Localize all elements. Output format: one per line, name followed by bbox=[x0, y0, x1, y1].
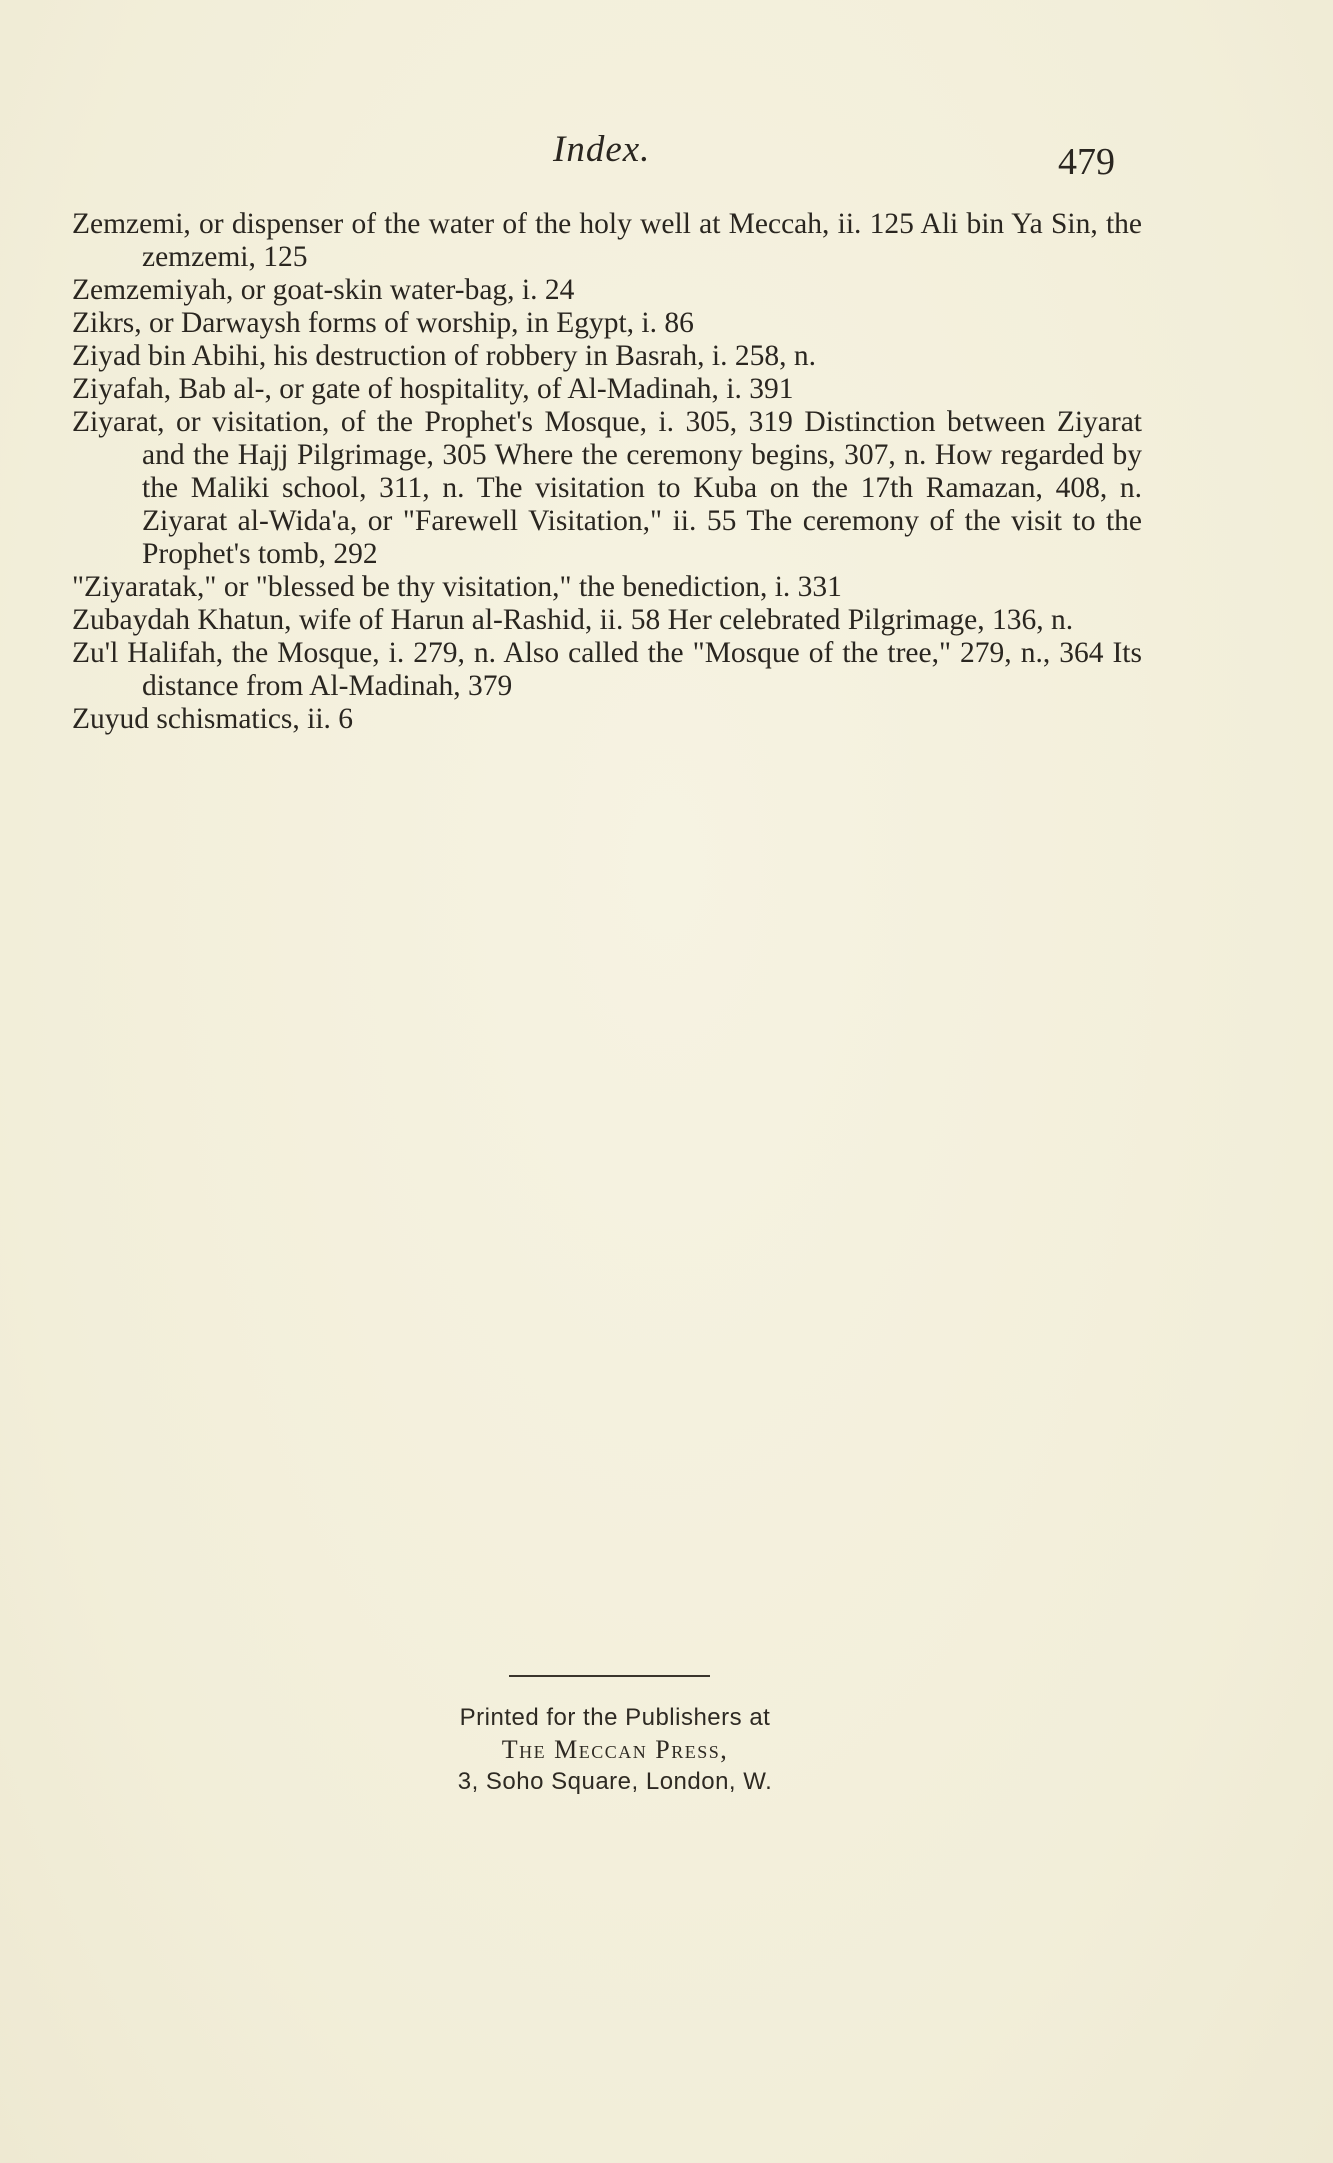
page-number: 479 bbox=[1058, 141, 1115, 183]
index-entries bbox=[72, 208, 1142, 736]
imprint-press-name: The Meccan Press, bbox=[501, 1735, 729, 1764]
index-entry: Ziyad bin Abihi, his destruction of robbery in Basrah, i. 258, n. bbox=[72, 340, 816, 372]
divider-rule bbox=[509, 1675, 710, 1677]
index-entry: Zikrs, or Darwaysh forms of worship, in Egypt, i. 86 bbox=[72, 307, 694, 339]
index-entry: "Ziyaratak," or "blessed be thy visitation," the benediction, i. 331 bbox=[72, 571, 842, 603]
index-entry: Ziyafah, Bab al-, or gate of hospitality, of Al-Madinah, i. 391 bbox=[72, 373, 794, 405]
printer-imprint bbox=[400, 1702, 830, 1798]
imprint-line: Printed for the Publishers at bbox=[459, 1704, 771, 1731]
imprint-address: 3, Soho Square, London, W. bbox=[457, 1768, 773, 1795]
index-entry: Zubaydah Khatun, wife of Harun al-Rashid, ii. 58 Her celebrated Pilgrimage, 136, n. bbox=[72, 604, 1074, 636]
running-header-title: Index. bbox=[553, 129, 651, 170]
index-entry: Zemzemi, or dispenser of the water of the holy well at Meccah, ii. 125 Ali bin Ya Sin, the zemzemi, 125 bbox=[72, 208, 1142, 273]
index-entry: Zu'l Halifah, the Mosque, i. 279, n. Also called the "Mosque of the tree," 279, n., 364 Its distance from Al-Madinah, 379 bbox=[72, 637, 1142, 702]
index-entry: Ziyarat, or visitation, of the Prophet's Mosque, i. 305, 319 Distinction between Ziyarat and the Hajj Pilgrimage, 305 Where the ceremony begins, 307, n. How regarded by the Maliki school, 311, n. The visitation to Kuba on the 17th Ramazan, 408, n. Ziyarat al-Wida'a, or "Farewell Visitation," ii. 55 The ceremony of the visit to the Prophet's tomb, 292 bbox=[72, 406, 1142, 570]
index-entry: Zemzemiyah, or goat-skin water-bag, i. 24 bbox=[72, 274, 575, 306]
index-entry: Zuyud schismatics, ii. 6 bbox=[72, 703, 354, 735]
